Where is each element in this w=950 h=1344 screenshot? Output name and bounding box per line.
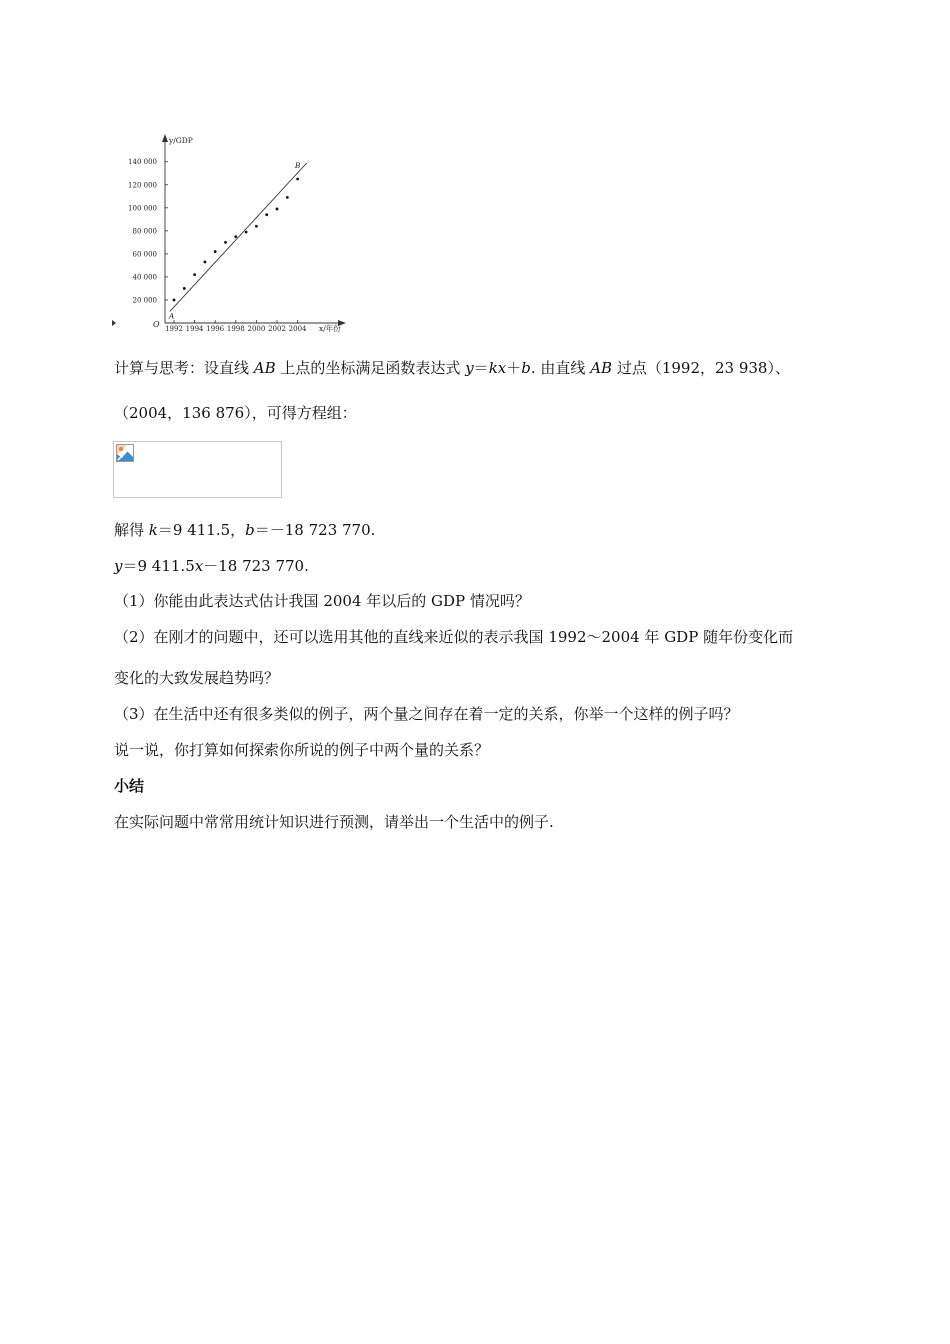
x-tick-label: 1992 xyxy=(165,325,183,333)
y-tick-label: 120 000 xyxy=(128,181,157,190)
data-point xyxy=(214,250,217,253)
line-ab xyxy=(170,160,307,312)
question-2-cont xyxy=(114,668,854,688)
function-x: x xyxy=(194,557,204,575)
data-point xyxy=(296,178,299,181)
eq-plus: ＋ xyxy=(506,359,522,377)
point-b-label: B xyxy=(294,160,301,170)
summary-heading xyxy=(114,776,854,796)
x-tick-label: 1996 xyxy=(206,325,225,333)
gdp-scatter-chart xyxy=(110,128,360,340)
y-axis-label: y/GDP xyxy=(169,136,193,145)
question-2-line-1: （2）在刚才的问题中，还可以选用其他的直线来近似的表示我国 1992～2004 年 GDP 随年份变化而 xyxy=(114,628,794,646)
data-point xyxy=(255,225,258,228)
x-tick-label: 1998 xyxy=(226,325,245,333)
solution-b-value: ＝－18 723 770. xyxy=(254,521,376,539)
question-3 xyxy=(114,704,854,724)
line-ab-label: AB xyxy=(253,359,276,377)
data-point xyxy=(173,299,176,302)
line-ab-label-2: AB xyxy=(590,359,613,377)
question-1-text: （1）你能由此表达式估计我国 2004 年以后的 GDP 情况吗？ xyxy=(114,592,530,610)
data-point xyxy=(245,231,248,234)
question-2 xyxy=(114,627,854,647)
data-point xyxy=(183,287,186,290)
data-point xyxy=(286,196,289,199)
question-4-text: 说一说，你打算如何探索你所说的例子中两个量的关系？ xyxy=(114,741,490,759)
paragraph-function xyxy=(114,556,854,576)
solution-b: b xyxy=(245,521,255,539)
broken-image-icon xyxy=(116,444,134,462)
chart-fit-line xyxy=(170,160,307,312)
data-point xyxy=(204,261,207,264)
eq-equals: ＝ xyxy=(473,359,489,377)
data-point xyxy=(234,235,237,238)
y-tick-label: 140 000 xyxy=(128,158,157,167)
summary-body-text: 在实际问题中常常用统计知识进行预测，请举出一个生活中的例子. xyxy=(114,813,554,831)
function-coef: ＝9 411.5 xyxy=(122,557,195,575)
calc-intro-4: 过点（1992，23 938）、 xyxy=(612,359,790,377)
equation-system-image xyxy=(113,441,282,498)
stray-arrow-mark xyxy=(112,320,116,326)
y-tick-label: 100 000 xyxy=(128,204,157,213)
function-const: －18 723 770. xyxy=(203,557,309,575)
paragraph-solution xyxy=(114,520,854,540)
solution-k: k xyxy=(148,521,158,539)
question-1 xyxy=(114,591,854,611)
x-tick-label: 2000 xyxy=(247,325,266,333)
question-4 xyxy=(114,740,854,760)
y-tick-label: 20 000 xyxy=(132,296,157,305)
question-3-text: （3）在生活中还有很多类似的例子，两个量之间存在着一定的关系，你举一个这样的例子吗？ xyxy=(114,705,739,723)
question-2-line-2: 变化的大致发展趋势吗？ xyxy=(114,669,280,687)
calc-intro-2: 上点的坐标满足函数表达式 xyxy=(275,359,466,377)
y-tick-label: 60 000 xyxy=(132,250,157,259)
x-tick-label: 1994 xyxy=(185,325,204,333)
x-tick-label: 2004 xyxy=(288,325,307,333)
points-text: （2004，136 876），可得方程组： xyxy=(114,404,357,422)
data-point xyxy=(193,273,196,276)
solution-prefix: 解得 xyxy=(114,521,149,539)
x-axis-label: x/年份 xyxy=(319,324,341,333)
paragraph-points xyxy=(114,403,854,423)
summary-heading-text: 小结 xyxy=(114,777,145,795)
chart-labels xyxy=(153,136,341,333)
paragraph-calc-think xyxy=(114,358,854,378)
data-point xyxy=(276,208,279,211)
function-y: y xyxy=(114,557,123,575)
solution-k-value: ＝9 411.5， xyxy=(157,521,246,539)
eq-y: y xyxy=(465,359,474,377)
y-tick-label: 80 000 xyxy=(132,227,157,236)
x-tick-label: 2002 xyxy=(268,325,286,333)
y-axis-arrow xyxy=(162,134,168,142)
calc-intro-3: . 由直线 xyxy=(530,359,591,377)
eq-b: b xyxy=(521,359,531,377)
summary-body xyxy=(114,812,854,832)
y-tick-label: 40 000 xyxy=(132,273,157,282)
point-a-label: A xyxy=(168,311,175,321)
origin-label: O xyxy=(153,320,160,329)
chart-ticks xyxy=(128,158,307,333)
calc-intro: 计算与思考：设直线 xyxy=(114,359,254,377)
data-point xyxy=(224,241,227,244)
data-point xyxy=(265,213,268,216)
eq-kx: kx xyxy=(488,359,507,377)
